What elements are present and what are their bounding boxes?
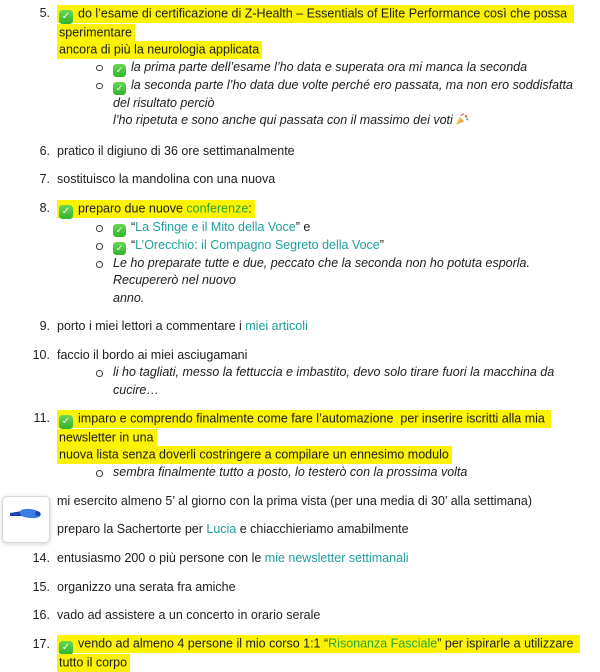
- sub-item-text: Le ho preparate tutte e due, peccato che la seconda non ho potuta esporla. Recupererò nel nuovo: [113, 256, 534, 288]
- screenshot-thumbnail[interactable]: [2, 496, 50, 543]
- list-item-11: [0, 410, 600, 481]
- item-text: mi esercito almeno 5’ al giorno con la prima vista (per una media di 30’ alla settimana): [57, 493, 532, 508]
- sub-item-text: la seconda parte l’ho data due volte perché ero passata, ma non ero soddisfatta del risultato perciò: [113, 77, 577, 110]
- item-text: do l’esame di certificazione di Z-Health – Essentials of Elite Performance così che possa sperimentare: [59, 6, 571, 39]
- link-conferenze[interactable]: conferenze: [186, 201, 249, 215]
- item-number: 11.: [33, 411, 50, 426]
- bullet-icon: [96, 219, 113, 237]
- sub-item: [96, 255, 582, 307]
- check-icon: ✓: [113, 224, 126, 237]
- item-number: 16.: [32, 608, 50, 623]
- bullet-icon: [96, 364, 113, 399]
- sub-item: [96, 464, 582, 481]
- item-number: 10.: [32, 348, 50, 362]
- item-text: ” per ispirarle a utilizzare tutto il corpo: [59, 636, 577, 670]
- check-icon: ✓: [113, 64, 126, 77]
- item-text: entusiasmo 200 o più persone con le: [57, 551, 265, 565]
- sub-item-text: sembra finalmente tutto a posto, lo testerò con la prossima volta: [113, 465, 468, 480]
- check-icon: ✓: [59, 10, 73, 24]
- bullet-icon: [96, 237, 113, 255]
- item-text: preparo la Sachertorte per: [57, 522, 207, 537]
- item-number: 17.: [32, 636, 50, 651]
- sub-item: [96, 59, 582, 77]
- item-text: sostituisco la mandolina con una nuova: [57, 172, 276, 187]
- list-item-5: [0, 5, 600, 132]
- check-icon: ✓: [59, 641, 73, 655]
- item-number: 5.: [39, 6, 50, 20]
- sub-item-text: anno.: [113, 290, 145, 305]
- item-text: imparo e comprendo finalmente come fare l’automazione per inserire iscritti alla mia newsletter in una: [59, 411, 549, 445]
- item-text: preparo due nuove: [78, 201, 187, 215]
- list-item-8: [0, 200, 600, 307]
- bullet-icon: [96, 77, 113, 132]
- link-la-sfinge[interactable]: La Sfinge e il Mito della Voce: [135, 220, 296, 234]
- party-popper-icon: [455, 112, 469, 131]
- item-text: vendo ad almeno 4 persone il mio corso 1:1 “: [78, 636, 329, 651]
- link-risonanza-fasciale[interactable]: Risonanza Fasciale: [328, 636, 438, 651]
- sub-item-text: ”: [379, 238, 384, 252]
- link-l-orecchio[interactable]: L’Orecchio: il Compagno Segreto della Voce: [135, 238, 380, 252]
- sub-item-text: “: [131, 220, 136, 234]
- item-text: vado ad assistere a un concerto in orario serale: [57, 608, 321, 623]
- blue-scribble-image: [8, 506, 44, 524]
- bullet-icon: [96, 255, 113, 307]
- sub-item: [96, 219, 582, 237]
- item-number: 14.: [32, 551, 50, 565]
- list-item-9: [0, 318, 600, 335]
- list-item-13: [0, 521, 600, 538]
- check-icon: ✓: [59, 205, 73, 219]
- item-text: porto i miei lettori a commentare i: [57, 319, 246, 334]
- item-number: 7.: [39, 172, 50, 187]
- item-text: ancora di più la neurologia applicata: [57, 41, 262, 59]
- sub-item-text: la prima parte dell’esame l’ho data e superata ora mi manca la seconda: [131, 59, 528, 74]
- item-number: 6.: [39, 143, 50, 158]
- item-text: faccio il bordo ai miei asciugamani: [57, 348, 248, 362]
- list-item-17: [0, 636, 600, 672]
- list-item-14: [0, 550, 600, 567]
- sub-item-text: l’ho ripetuta e sono anche qui passata con il massimo dei voti: [113, 113, 453, 128]
- check-icon: ✓: [113, 242, 126, 255]
- sub-item-text: ” e: [295, 220, 311, 234]
- item-text: nuova lista senza doverli costringere a compilare un ennesimo modulo: [57, 446, 452, 464]
- list-item-15: [0, 579, 600, 596]
- item-number: 15.: [32, 579, 50, 594]
- bullet-icon: [96, 59, 113, 77]
- item-text: :: [248, 201, 252, 215]
- list-item-12: [0, 493, 600, 510]
- link-lucia[interactable]: Lucia: [206, 522, 237, 537]
- sub-item-text: li ho tagliati, messo la fettuccia e imbastito, devo solo tirare fuori la macchina da cucire…: [113, 365, 558, 397]
- list-item-10: [0, 347, 600, 399]
- sub-item: [96, 364, 582, 399]
- sub-item: [96, 77, 582, 132]
- check-icon: ✓: [113, 82, 126, 95]
- link-miei-articoli[interactable]: miei articoli: [245, 319, 308, 334]
- item-text: pratico il digiuno di 36 ore settimanalmente: [57, 143, 295, 158]
- bullet-icon: [96, 464, 113, 481]
- item-text: e chiacchieriamo amabilmente: [236, 522, 409, 537]
- sub-item: [96, 237, 582, 255]
- item-number: 9.: [39, 319, 50, 334]
- item-text: organizzo una serata fra amiche: [57, 579, 236, 594]
- sub-item-text: “: [131, 238, 136, 252]
- item-number: 8.: [39, 201, 50, 215]
- check-icon: ✓: [59, 415, 73, 429]
- list-item-7: [0, 171, 600, 188]
- link-newsletter[interactable]: mie newsletter settimanali: [264, 551, 409, 565]
- list-item-6: [0, 143, 600, 160]
- list-item-16: [0, 607, 600, 624]
